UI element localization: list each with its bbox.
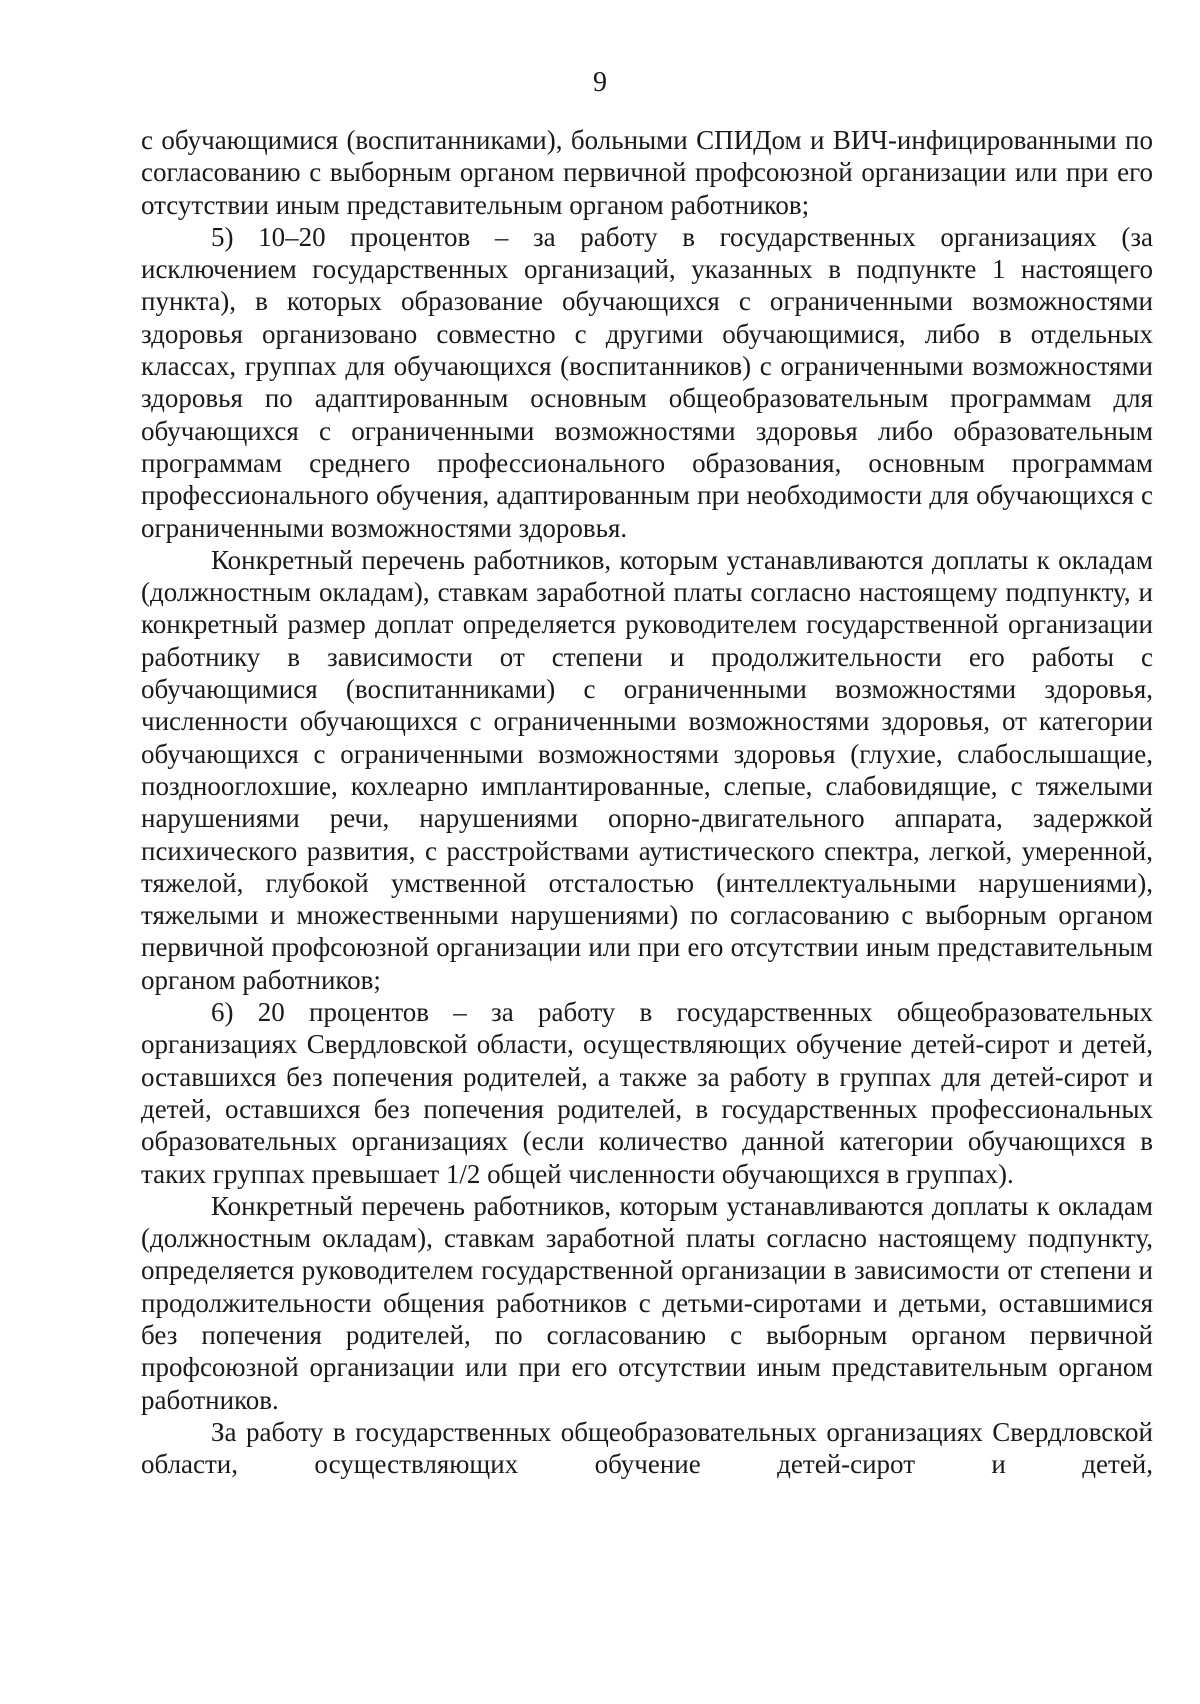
paragraph-continued-next-page: За работу в государственных общеобразовательных организациях Свердловской области, осуществляющих обучение детей-сирот и детей,: [141, 1416, 1153, 1480]
document-body: [141, 124, 1153, 1480]
paragraph-item-6-details: Конкретный перечень работников, которым устанавливаются доплаты к окладам (должностным окладам), ставкам заработной платы согласно настоящему подпункту, определяется руководителем государственной организации в зависимости от степени и продолжительности общения работников с детьми-сиротами и детьми, оставшимися без попечения родителей, по согласованию с выборным органом первичной профсоюзной организации или при его отсутствии иным представительным органом работников.: [141, 1190, 1153, 1415]
page-number: 9: [593, 67, 607, 98]
paragraph-continuation: с обучающимися (воспитанниками), больными СПИДом и ВИЧ-инфицированными по согласованию с выборным органом первичной профсоюзной организации или при его отсутствии иным представительным органом работников;: [141, 125, 1153, 220]
paragraph-item-5-details: Конкретный перечень работников, которым устанавливаются доплаты к окладам (должностным окладам), ставкам заработной платы согласно настоящему подпункту, и конкретный размер доплат определяется руководителем государственной организации работнику в зависимости от степени и продолжительности его работы с обучающимися (воспитанниками) с ограниченными возможностями здоровья, численности обучающихся с ограниченными возможностями здоровья, от категории обучающихся с ограниченными возможностями здоровья (глухие, слабослышащие, позднооглохшие, кохлеарно имплантированные, слепые, слабовидящие, с тяжелыми нарушениями речи, нарушениями опорно-двигательного аппарата, задержкой психического развития, с расстройствами аутистического спектра, легкой, умеренной, тяжелой, глубокой умственной отсталостью (интеллектуальными нарушениями), тяжелыми и множественными нарушениями) по согласованию с выборным органом первичной профсоюзной организации или при его отсутствии иным представительным органом работников;: [141, 544, 1153, 995]
paragraph-item-6: 6) 20 процентов – за работу в государственных общеобразовательных организациях Свердловской области, осуществляющих обучение детей-сирот и детей, оставшихся без попечения родителей, а также за работу в группах для детей-сирот и детей, оставшихся без попечения родителей, в государственных профессиональных образовательных организациях (если количество данной категории обучающихся в таких группах превышает 1/2 общей численности обучающихся в группах).: [141, 997, 1153, 1189]
paragraph-item-5: 5) 10–20 процентов – за работу в государственных организациях (за исключением государственных организаций, указанных в подпункте 1 настоящего пункта), в которых образование обучающихся с ограниченными возможностями здоровья организовано совместно с другими обучающимися, либо в отдельных классах, группах для обучающихся (воспитанников) с ограниченными возможностями здоровья по адаптированным основным общеобразовательным программам для обучающихся с ограниченными возможностями здоровья либо образовательным программам среднего профессионального образования, основным программам профессионального обучения, адаптированным при необходимости для обучающихся с ограниченными возможностями здоровья.: [141, 221, 1153, 543]
